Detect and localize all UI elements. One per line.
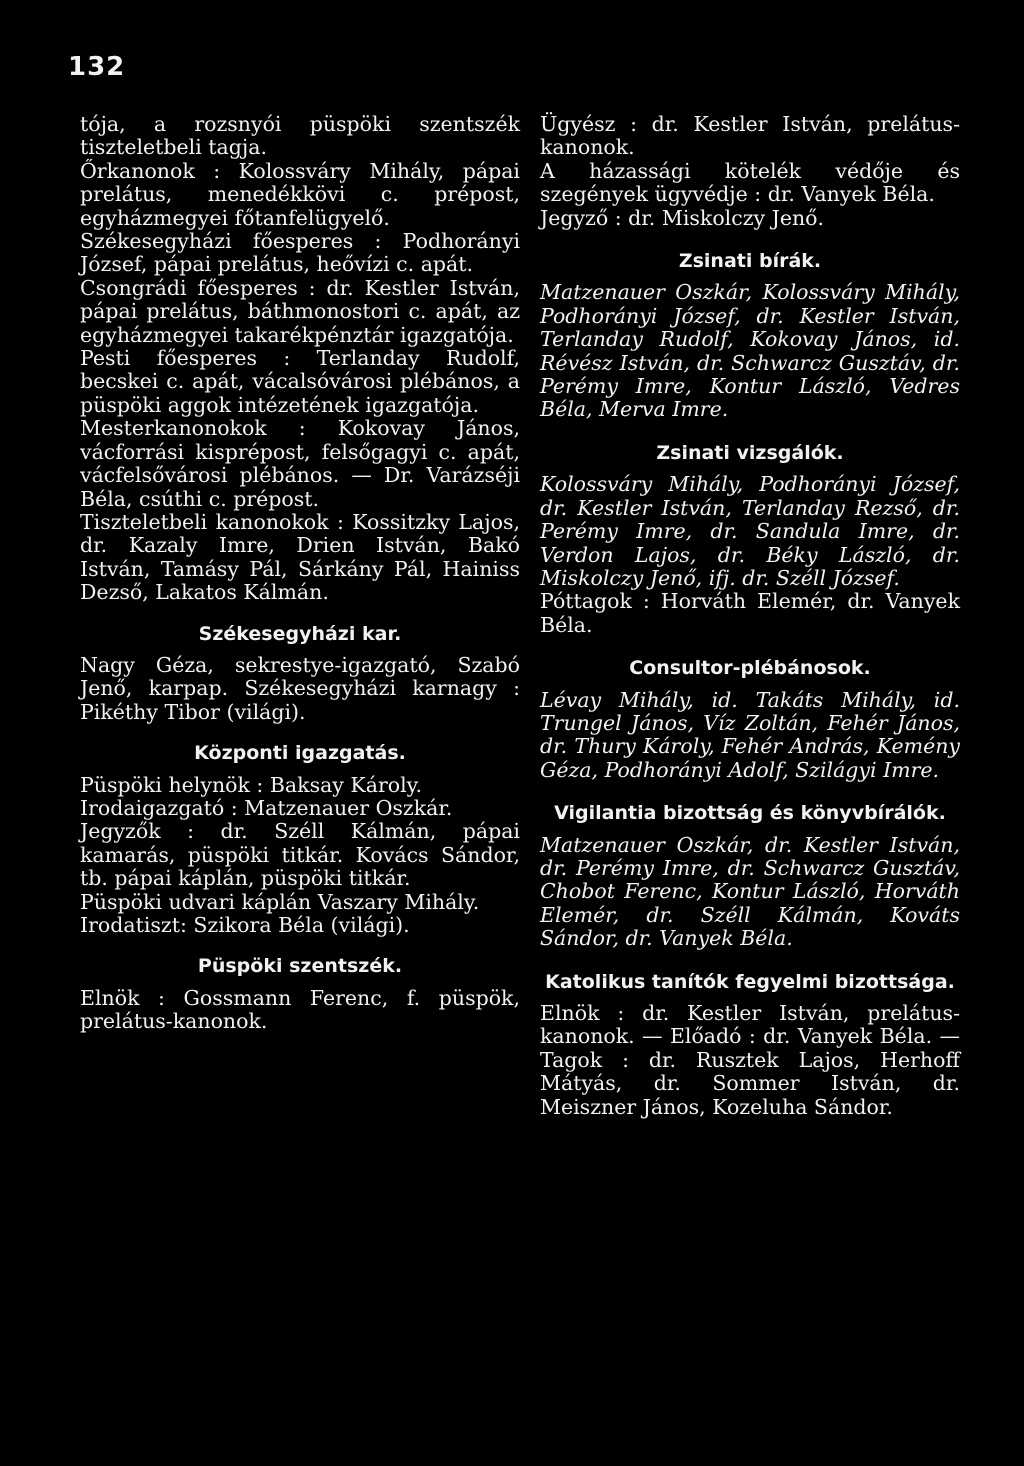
paragraph: Irodatiszt: Szikora Béla (világi). (80, 913, 410, 937)
section-heading: Székesegyházi kar. (198, 622, 402, 645)
section-heading: Katolikus tanítók fegyelmi bizottsága. (545, 970, 955, 993)
paragraph: Őrkanonok : Kolossváry Mihály, pápai prelátus, menedékkövi c. prépost, egyházmegyei főtanfelügyelő. (80, 158, 520, 230)
paragraph: Elnök : Gossmann Ferenc, f. püspök, prelátus-kanonok. (80, 985, 520, 1034)
section-heading: Zsinati vizsgálók. (656, 441, 844, 464)
paragraph: Nagy Géza, sekrestye-igazgató, Szabó Jenő, karpap. Székesegyházi karnagy : Pikéthy Tibor (világi). (80, 652, 520, 724)
paragraph: Jegyzők : dr. Széll Kálmán, pápai kamarás, püspöki titkár. Kovács Sándor, tb. pápai káplán, püspöki titkár. (80, 819, 520, 891)
section-heading: Zsinati bírák. (678, 250, 822, 273)
paragraph: Tiszteletbeli kanonokok : Kossitzky Lajos, dr. Kazaly Imre, Drien István, Bakó István, Tamásy Pál, Sárkány Pál, Hainiss Dezső, Lakatos Kálmán. (80, 509, 520, 605)
paragraph: tója, a rozsnyói püspöki szentszék tiszteletbeli tagja. (80, 112, 520, 160)
right-column (540, 113, 960, 1119)
paragraph: Lévay Mihály, id. Takáts Mihály, id. Trungel János, Víz Zoltán, Fehér János, dr. Thury Károly, Fehér András, Kemény Géza, Podhorányi Adolf, Szilágyi Imre. (540, 687, 960, 782)
paragraph: Csongrádi főesperes : dr. Kestler István, pápai prelátus, báthmonostori c. apát, az egyházmegyei takarékpénztár igazgatója. (80, 275, 520, 347)
paragraph: Ügyész : dr. Kestler István, prelátus-kanonok. (540, 112, 960, 160)
paragraph: A házassági kötelék védője és szegények ügyvédje : dr. Vanyek Béla. (540, 158, 960, 207)
paragraph: Póttagok : Horváth Elemér, dr. Vanyek Béla. (540, 589, 960, 637)
paragraph: Matzenauer Oszkár, dr. Kestler István, dr. Perémy Imre, dr. Schwarcz Gusztáv, Chobot Ferenc, Kontur László, Horváth Elemér, dr. Széll Kálmán, Kováts Sándor, dr. Vanyek Béla. (540, 832, 960, 951)
paragraph: Elnök : dr. Kestler István, prelátus-kanonok. — Előadó : dr. Vanyek Béla. — Tagok : dr. Rusztek Lajos, Herhoff Mátyás, dr. Sommer István, dr. Meiszner János, Kozeluha Sándor. (540, 1001, 960, 1119)
paragraph: Pesti főesperes : Terlanday Rudolf, becskei c. apát, vácalsóvárosi plébános, a püspöki aggok intézetének igazgatója. (80, 346, 520, 417)
paragraph: Püspöki helynök : Baksay Károly. (80, 772, 423, 797)
paragraph: Kolossváry Mihály, Podhorányi József, dr. Kestler István, Terlanday Rezső, dr. Perémy Imre, dr. Sandula Imre, dr. Verdon Lajos, dr. Béky László, dr. Miskolczy Jenő, ifj. dr. Széll József. (540, 472, 960, 590)
section-heading: Consultor-plébánosok. (629, 657, 871, 680)
paragraph: Matzenauer Oszkár, Kolossváry Mihály, Podhorányi József, dr. Kestler István, Terlanday Rudolf, Kokovay János, id. Révész István, dr. Schwarcz Gusztáv, dr. Perémy Imre, Kontur László, Vedres Béla, Merva Imre. (540, 280, 960, 422)
paragraph: Püspöki udvari káplán Vaszary Mihály. (80, 889, 480, 914)
section-heading: Püspöki szentszék. (197, 955, 403, 978)
left-column (80, 113, 520, 1034)
paragraph: Irodaigazgató : Matzenauer Oszkár. (80, 795, 453, 820)
paragraph: Jegyző : dr. Miskolczy Jenő. (540, 205, 825, 230)
paragraph: Székesegyházi főesperes : Podhorányi József, pápai prelátus, heővízi c. apát. (80, 229, 520, 277)
paragraph: Mesterkanonokok : Kokovay János, vácforrási kisprépost, felsőgagyi c. apát, vácfelsővárosi plébános. — Dr. Varázséji Béla, csúthi c. prépost. (80, 416, 520, 511)
section-heading: Vigilantia bizottság és könyvbírálók. (554, 802, 946, 825)
page-number: 132 (68, 52, 126, 82)
section-heading: Központi igazgatás. (194, 742, 406, 765)
